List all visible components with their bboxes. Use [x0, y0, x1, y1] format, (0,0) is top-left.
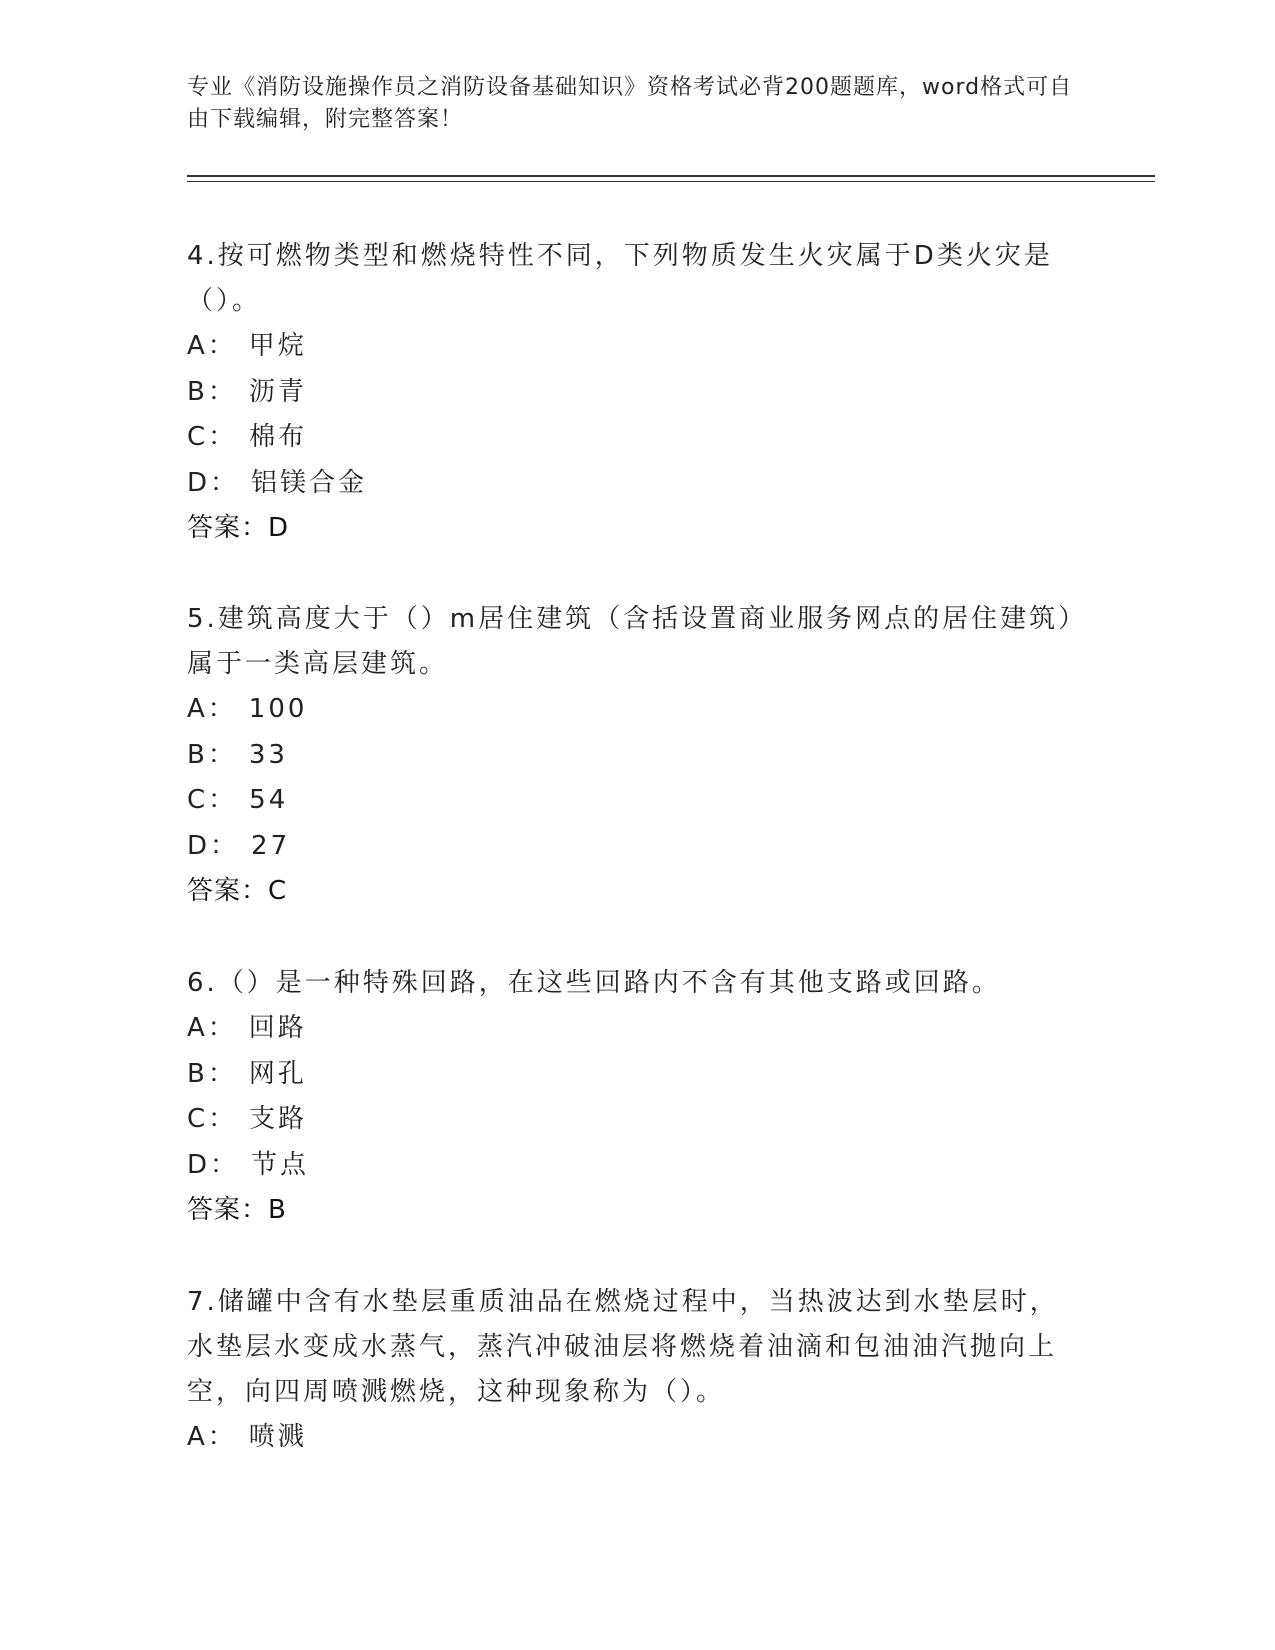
option-a	[187, 324, 1077, 370]
option-text: 100	[248, 694, 308, 724]
option-a	[187, 1006, 1077, 1052]
option-d	[187, 1143, 1077, 1189]
option-letter: C：	[187, 785, 238, 815]
option-letter: D：	[187, 830, 240, 861]
question-text: 4.按可燃物类型和燃烧特性不同，下列物质发生火灾属于D类火灾是（）。	[187, 241, 1053, 316]
option-letter: C：	[187, 422, 238, 452]
option-letter: D：	[187, 1149, 240, 1180]
option-c	[187, 415, 1077, 461]
option-letter: B：	[187, 739, 237, 770]
question-text: 7.储罐中含有水垫层重质油品在燃烧过程中，当热波达到水垫层时，水垫层水变成水蒸气，蒸汽冲破油层将燃烧着油滴和包油油汽抛向上空，向四周喷溅燃烧，这种现象称为（）。	[187, 1287, 1059, 1407]
question-text: 5.建筑高度大于（）m居住建筑（含括设置商业服务网点的居住建筑）属于一类高层建筑。	[187, 604, 1075, 679]
question-text: 6.（）是一种特殊回路，在这些回路内不含有其他支路或回路。	[187, 968, 1001, 998]
option-b	[187, 733, 1077, 779]
header-divider-thin	[187, 181, 1155, 182]
option-letter: A：	[187, 1013, 237, 1043]
answer: 答案：D	[187, 513, 290, 543]
option-text: 沥青	[248, 376, 307, 407]
option-a	[187, 1415, 1077, 1461]
question-6	[187, 961, 1077, 1233]
question-5	[187, 597, 1077, 914]
option-c	[187, 1097, 1077, 1143]
document-intro: 专业《消防设施操作员之消防设备基础知识》资格考试必背200题题库，word格式可自由下载编辑，附完整答案！	[187, 75, 1073, 132]
option-letter: A：	[187, 694, 237, 724]
option-a	[187, 687, 1077, 733]
option-text: 回路	[248, 1013, 307, 1043]
option-text: 27	[251, 830, 291, 861]
option-letter: D：	[187, 467, 240, 498]
option-letter: A：	[187, 331, 237, 361]
header-divider-thick	[187, 175, 1155, 177]
option-letter: B：	[187, 1058, 237, 1089]
option-text: 网孔	[248, 1058, 307, 1089]
option-text: 铝镁合金	[251, 467, 368, 498]
option-text: 支路	[249, 1104, 308, 1134]
option-text: 33	[248, 739, 288, 770]
option-d	[187, 461, 1077, 507]
option-text: 喷溅	[248, 1422, 307, 1452]
option-letter: C：	[187, 1104, 238, 1134]
option-text: 节点	[251, 1149, 310, 1180]
answer: 答案：B	[187, 1195, 287, 1225]
option-letter: A：	[187, 1422, 237, 1452]
option-text: 54	[249, 785, 289, 815]
option-letter: B：	[187, 376, 237, 407]
option-text: 棉布	[249, 422, 308, 452]
option-text: 甲烷	[248, 331, 307, 361]
option-c	[187, 778, 1077, 824]
option-b	[187, 1052, 1077, 1098]
question-7	[187, 1280, 1077, 1461]
option-b	[187, 370, 1077, 416]
option-d	[187, 824, 1077, 870]
answer: 答案：C	[187, 876, 288, 906]
question-4	[187, 234, 1077, 551]
